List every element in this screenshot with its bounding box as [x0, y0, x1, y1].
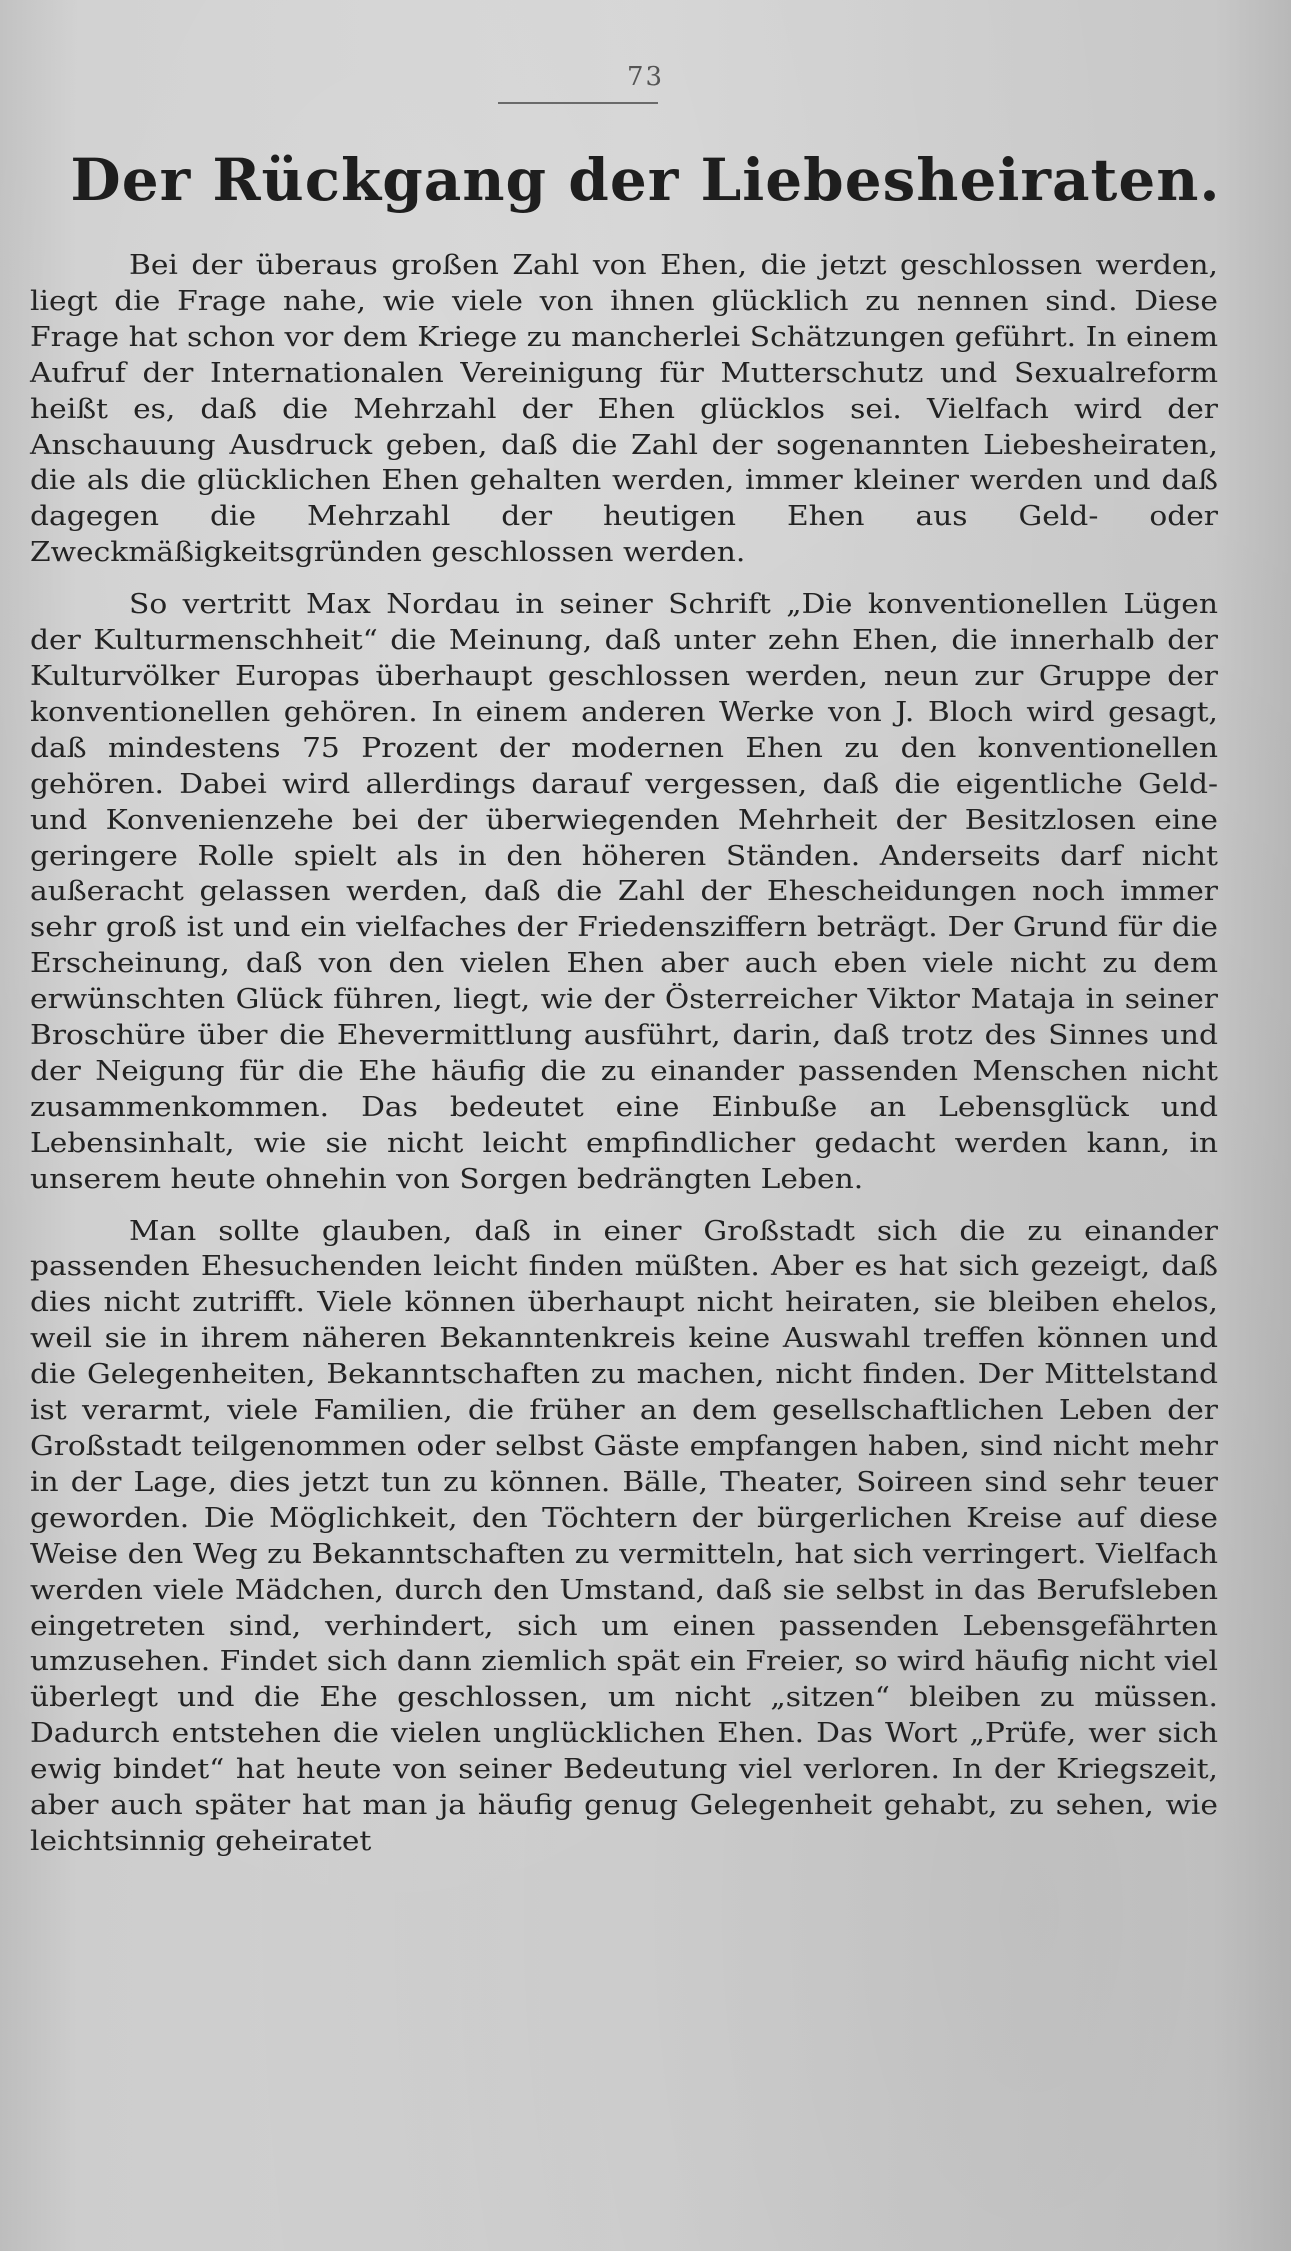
header-rule — [498, 102, 658, 104]
page-number: 73 — [626, 62, 665, 92]
article-title: Der Rückgang der Liebesheiraten. — [70, 146, 1221, 214]
article-body — [30, 248, 1218, 1876]
paragraph-1: Bei der überaus großen Zahl von Ehen, die jetzt geschlossen werden, liegt die Frage nahe, wie viele von ihnen glücklich zu nennen sind. Diese Frage hat schon vor dem Kriege zu mancherlei Schätzungen geführt. In einem Aufruf der Internationalen Vereinigung für Mutterschutz und Sexualreform heißt es, daß die Mehrzahl der Ehen glücklos sei. Vielfach wird der Anschauung Ausdruck geben, daß die Zahl der sogenannten Liebesheiraten, die als die glücklichen Ehen gehalten werden, immer kleiner werden und daß dagegen die Mehrzahl der heutigen Ehen aus Geld- oder Zweckmäßigkeitsgründen geschlossen werden. — [30, 250, 1218, 569]
paragraph-3: Man sollte glauben, daß in einer Großstadt sich die zu einander passenden Ehesuchenden leicht finden müßten. Aber es hat sich gezeigt, daß dies nicht zutrifft. Viele können überhaupt nicht heiraten, sie bleiben ehelos, weil sie in ihrem näheren Bekanntenkreis keine Auswahl treffen können und die Gelegenheiten, Bekanntschaften zu machen, nicht finden. Der Mittelstand ist verarmt, viele Familien, die früher an dem gesellschaftlichen Leben der Großstadt teilgenommen oder selbst Gäste empfangen haben, sind nicht mehr in der Lage, dies jetzt tun zu können. Bälle, Theater, Soireen sind sehr teuer geworden. Die Möglichkeit, den Töchtern der bürgerlichen Kreise auf diese Weise den Weg zu Bekanntschaften zu vermitteln, hat sich verringert. Vielfach werden viele Mädchen, durch den Umstand, daß sie selbst in das Berufsleben eingetreten sind, verhindert, sich um einen passenden Lebensgefährten umzusehen. Findet sich dann ziemlich spät ein Freier, so wird häufig nicht viel überlegt und die Ehe geschlossen, um nicht „sitzen“ bleiben zu müssen. Dadurch entstehen die vielen unglücklichen Ehen. Das Wort „Prüfe, wer sich ewig bindet“ hat heute von seiner Bedeutung viel verloren. In der Kriegszeit, aber auch später hat man ja häufig genug Gelegenheit gehabt, zu sehen, wie leichtsinnig geheiratet — [30, 1215, 1218, 1857]
paragraph-2: So vertritt Max Nordau in seiner Schrift „Die konventionellen Lügen der Kulturmenschheit“ die Meinung, daß unter zehn Ehen, die innerhalb der Kulturvölker Europas überhaupt geschlossen werden, neun zur Gruppe der konventionellen gehören. In einem anderen Werke von J. Bloch wird gesagt, daß mindestens 75 Prozent der modernen Ehen zu den konventionellen gehören. Dabei wird allerdings darauf vergessen, daß die eigentliche Geld- und Konvenienzehe bei der überwiegenden Mehrheit der Besitzlosen eine geringere Rolle spielt als in den höheren Ständen. Anderseits darf nicht außeracht gelassen werden, daß die Zahl der Ehescheidungen noch immer sehr groß ist und ein vielfaches der Friedensziffern beträgt. Der Grund für die Erscheinung, daß von den vielen Ehen aber auch eben viele nicht zu dem erwünschten Glück führen, liegt, wie der Österreicher Viktor Mataja in seiner Broschüre über die Ehevermittlung ausführt, darin, daß trotz des Sinnes und der Neigung für die Ehe häufig die zu einander passenden Menschen nicht zusammenkommen. Das bedeutet eine Einbuße an Lebensglück und Lebensinhalt, wie sie nicht leicht empfindlicher gedacht werden kann, in unserem heute ohnehin von Sorgen bedrängten Leben. — [30, 589, 1218, 1195]
